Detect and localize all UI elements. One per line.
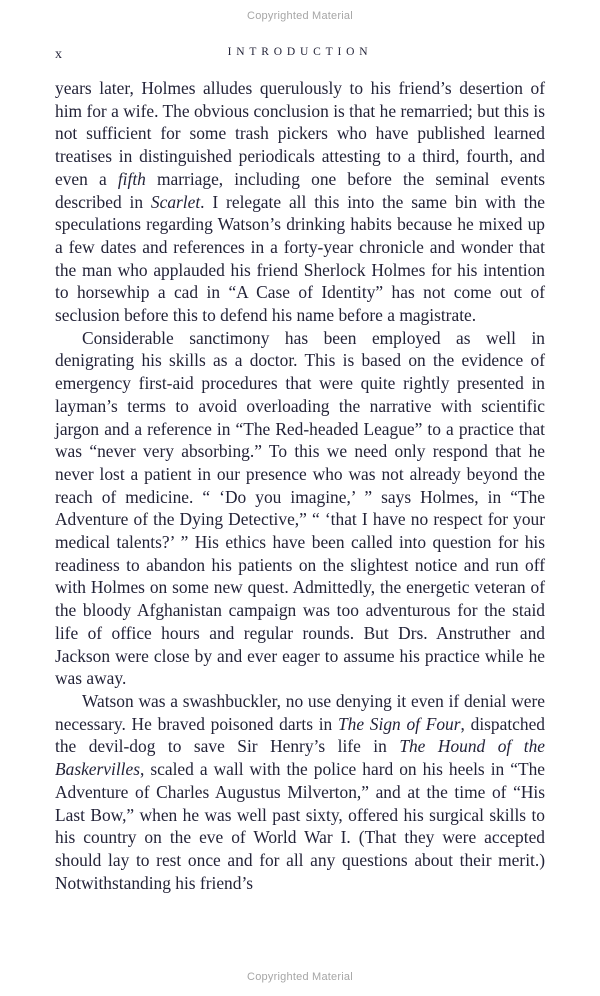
page-header <box>55 46 545 64</box>
book-title-italic: The Sign of Four <box>337 713 461 734</box>
book-title-italic: The Hound of the Baskervilles <box>55 736 545 780</box>
text-segment: , dispatched the devil-dog to save Sir Henry’s life in <box>55 713 545 757</box>
paragraph <box>55 690 545 894</box>
paragraph <box>55 327 545 690</box>
copyright-notice-top: Copyrighted Material <box>247 10 353 22</box>
paragraph <box>55 77 545 327</box>
text-segment: , scaled a wall with the police hard on his heels in “The Adventure of Charles Augustus Milverton,” and at the time of “His Last Bow,” when he was well past sixty, offered his surgical skills to his country on the eve of World War I. (That they were accepted should lay to rest once and for all any questions about their merit.) Notwithstanding his friend’s <box>55 759 545 893</box>
book-title-italic: Scarlet <box>150 191 201 212</box>
text-segment: . I relegate all this into the same bin with the speculations regarding Watson’s drinking habits because he mixed up a few dates and references in a forty-year chronicle and wonder that the man who applauded his friend Sherlock Holmes for his intention to horsewhip a cad in “A Case of Identity” has not come out of seclusion before this to defend his name before a magistrate. <box>55 191 545 326</box>
book-title-italic: fifth <box>117 168 146 189</box>
section-title: INTRODUCTION <box>227 46 373 58</box>
text-segment: marriage, including one before the seminal events described in <box>55 168 545 212</box>
page-number: x <box>55 47 62 62</box>
text-segment: Watson was a swashbuckler, no use denying it even if denial were necessary. He braved poisoned darts in <box>55 690 545 734</box>
body-text <box>55 77 545 894</box>
text-segment: Considerable sanctimony has been employed as well in denigrating his skills as a doctor. This is based on the evidence of emergency first-aid procedures that were quite rightly presented in layman’s terms to avoid overloading the narrative with scientific jargon and a reference in “The Red-headed League” to a practice that was “never very absorbing.” To this we need only respond that he never lost a patient in our presence who was not already beyond the reach of medicine. “ ‘Do you imagine,’ ” says Holmes, in “The Adventure of the Dying Detective,” “ ‘that I have no respect for your medical talents?’ ” His ethics have been called into question for his readiness to abandon his patients on the slightest notice and run off with Holmes on some new quest. Admittedly, the energetic veteran of the bloody Afghanistan campaign was too adventurous for the staid life of office hours and regular rounds. But Drs. Anstruther and Jackson were close by and ever eager to assume his practice while he was away. <box>55 327 545 689</box>
text-segment: years later, Holmes alludes querulously to his friend’s desertion of him for a wife. The obvious conclusion is that he remarried; but this is not sufficient for some trash pickers who have published learned treatises in distinguished periodicals attesting to a third, fourth, and even a <box>55 78 545 189</box>
copyright-notice-bottom: Copyrighted Material <box>247 971 353 983</box>
